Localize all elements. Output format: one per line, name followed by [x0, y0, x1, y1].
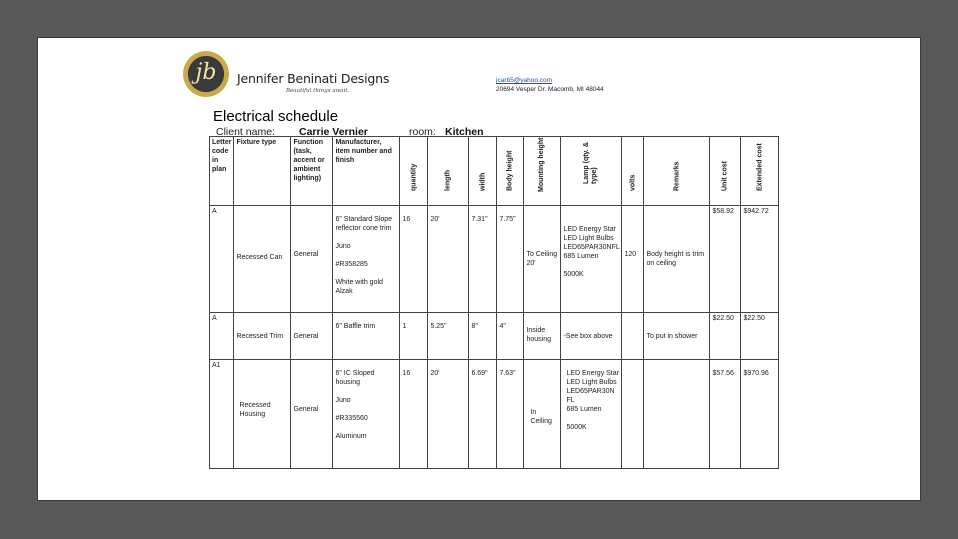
header-remarks	[644, 137, 710, 206]
cell-lamp-text: LED Energy Star LED Light Bulbs LED65PAR30N FL 685 Lumen 5000K	[566, 370, 619, 431]
cell-fixture	[234, 313, 291, 360]
cell-extended-cost: $22.50	[741, 313, 779, 360]
logo-monogram: jb	[195, 60, 217, 85]
header-fixture-type: Fixture type	[234, 137, 291, 206]
client-label: Client name:	[216, 126, 275, 138]
cell-length-text: 5.25"	[430, 323, 447, 330]
cell-unit-cost	[710, 360, 741, 469]
table-row	[210, 360, 779, 469]
cell-fixture	[234, 360, 291, 469]
cell-fixture-text: Recessed Housing	[239, 402, 271, 418]
cell-mounting-text: In Ceiling	[530, 409, 552, 425]
header-unit-cost	[710, 137, 741, 206]
header-width	[469, 137, 497, 206]
header-unit-cost-label: Unit cost	[721, 161, 729, 191]
cell-length	[428, 360, 469, 469]
cell-lamp	[561, 313, 622, 360]
cell-function	[291, 360, 333, 469]
header-mounting-height	[524, 137, 561, 206]
cell-function-text: General	[293, 251, 319, 258]
header-function: Function (task, accent or ambient lighting)	[291, 137, 333, 206]
electrical-schedule-table	[209, 136, 779, 469]
cell-fixture-text: Recessed Trim	[236, 333, 284, 340]
cell-mounting	[524, 206, 561, 313]
cell-length-text: 20'	[430, 370, 440, 377]
cell-letter: A	[210, 313, 234, 360]
header-lamp	[561, 137, 622, 206]
cell-volts-text: 120	[624, 251, 637, 258]
cell-mounting-text: To Ceiling 20'	[526, 251, 558, 267]
header-body-height	[497, 137, 524, 206]
cell-body-height-text: 7.63"	[499, 370, 516, 377]
header-body-height-label: Body height	[506, 150, 514, 191]
cell-width-text: 6.69"	[471, 370, 488, 377]
cell-extended-cost	[741, 360, 779, 469]
cell-body-height	[497, 313, 524, 360]
header-extended-cost-label: Extended cost	[756, 143, 764, 191]
cell-unit-cost: $22.50	[710, 313, 741, 360]
header-volts	[622, 137, 644, 206]
cell-unit-cost: $58.92	[710, 206, 741, 313]
cell-width	[469, 360, 497, 469]
cell-width-text: 7.31"	[471, 216, 488, 223]
document-title: Electrical schedule	[213, 108, 339, 125]
cell-lamp-text: -See box above	[563, 333, 613, 340]
cell-lamp-text: LED Energy Star LED Light Bulbs LED65PAR30NFL 685 Lumen 5000K	[563, 226, 620, 278]
cell-length	[428, 313, 469, 360]
cell-body-height	[497, 206, 524, 313]
cell-fixture	[234, 206, 291, 313]
cell-lamp	[561, 206, 622, 313]
cell-quantity-text: 16	[402, 370, 411, 377]
cell-quantity-text: 1	[402, 323, 407, 330]
cell-mounting-text: Inside housing	[526, 327, 551, 343]
cell-manufacturer-text: 6" Baffle trim	[335, 323, 376, 330]
cell-quantity	[400, 206, 428, 313]
cell-function-text: General	[293, 333, 319, 340]
cell-quantity-text: 16	[402, 216, 411, 223]
brand-tagline: Beautiful things await.	[286, 88, 350, 94]
cell-manufacturer-text: 6" IC Sloped housing Juno #R335560 Aluminum	[335, 370, 375, 440]
client-name: Carrie Vernier	[299, 126, 368, 138]
cell-remarks-text: Body height is trim on ceiling	[646, 251, 705, 267]
cell-manufacturer	[333, 360, 400, 469]
cell-extended-cost: $942.72	[741, 206, 779, 313]
cell-letter: A1	[210, 360, 234, 469]
header-quantity-label: quantity	[410, 163, 418, 191]
cell-body-height-text: 7.75"	[499, 216, 516, 223]
room-name: Kitchen	[445, 126, 484, 138]
brand-name: Jennifer Beninati Designs	[237, 71, 390, 86]
header-length-label: length	[444, 170, 452, 191]
cell-remarks	[644, 360, 710, 469]
header-volts-label: volts	[629, 174, 637, 191]
cell-lamp	[561, 360, 622, 469]
cell-mounting	[524, 360, 561, 469]
cell-quantity	[400, 313, 428, 360]
cell-manufacturer	[333, 313, 400, 360]
cell-volts	[622, 360, 644, 469]
brand-logo	[183, 51, 229, 97]
cell-unit-cost-text: $57.56	[712, 370, 734, 377]
cell-width-text: 8"	[471, 323, 478, 330]
cell-manufacturer-text: 6" Standard Slope reflector cone trim Juno #R358285 White with gold Alzak	[335, 216, 393, 295]
cell-length-text: 20'	[430, 216, 440, 223]
table-row	[210, 206, 779, 313]
cell-mounting	[524, 313, 561, 360]
table-row	[210, 313, 779, 360]
cell-width	[469, 313, 497, 360]
email-link[interactable]: jcarb5@yahoo.com	[496, 77, 553, 84]
table-header-row	[210, 137, 779, 206]
cell-extended-cost-text: $970.96	[743, 370, 769, 377]
room-label: room:	[409, 126, 436, 138]
cell-function	[291, 206, 333, 313]
header-length	[428, 137, 469, 206]
cell-manufacturer	[333, 206, 400, 313]
cell-letter: A	[210, 206, 234, 313]
cell-volts	[622, 313, 644, 360]
header-remarks-label: Remarks	[673, 161, 681, 191]
cell-remarks	[644, 313, 710, 360]
cell-width	[469, 206, 497, 313]
cell-remarks	[644, 206, 710, 313]
document-page	[37, 37, 921, 501]
header-quantity	[400, 137, 428, 206]
cell-function	[291, 313, 333, 360]
header-mounting-height-label: Mounting height	[538, 137, 546, 192]
header-lamp-label: Lamp (qty. & type)	[583, 142, 599, 184]
cell-quantity	[400, 360, 428, 469]
cell-length	[428, 206, 469, 313]
header-extended-cost	[741, 137, 779, 206]
cell-remarks-text: To put in shower	[646, 333, 698, 340]
header-width-label: width	[479, 172, 487, 191]
cell-volts	[622, 206, 644, 313]
cell-body-height-text: 4"	[499, 323, 506, 330]
header-manufacturer: Manufacturer, item number and finish	[333, 137, 400, 206]
cell-body-height	[497, 360, 524, 469]
header-letter-code: Letter code in plan	[210, 137, 234, 206]
address-text: 20694 Vesper Dr. Macomb, MI 48044	[496, 86, 604, 93]
cell-fixture-text: Recessed Can	[236, 254, 283, 261]
cell-function-text: General	[293, 406, 319, 413]
